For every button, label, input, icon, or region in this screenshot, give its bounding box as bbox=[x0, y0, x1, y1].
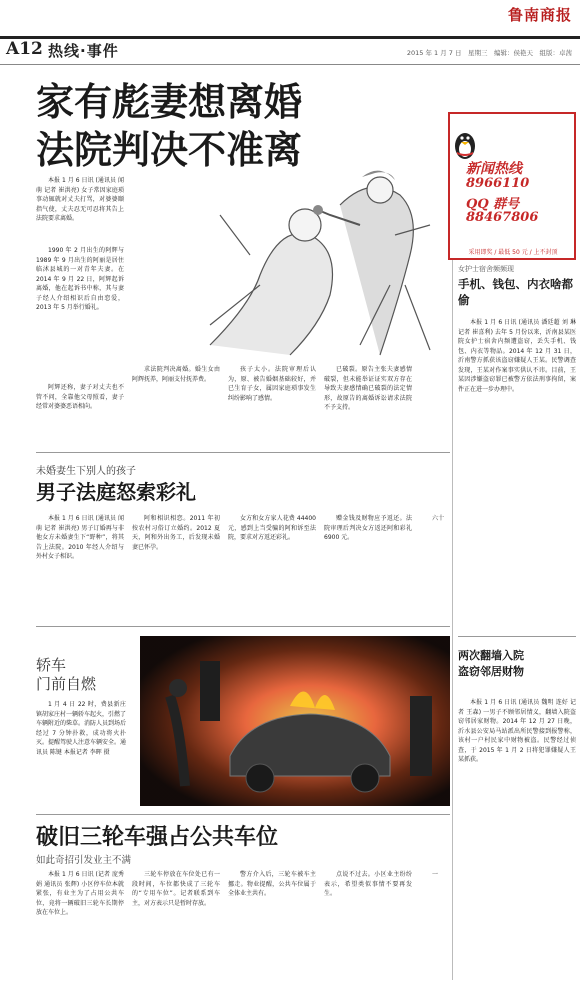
article2-title: 男子法庭怒索彩礼 bbox=[36, 480, 196, 504]
article2-paragraph: 阿和相识相恋。2011 年初按农村习俗订立婚约。2012 夏天，阿和外出务工，后发现未婚妻已怀孕。 bbox=[132, 515, 220, 551]
header-rule-thick bbox=[0, 36, 580, 39]
sidebar-divider-rule bbox=[458, 636, 576, 637]
article1-paragraph: 孩子太小。法院审理后认为，原、被告婚姻基础较好，并已生育子女，属因家庭琐事发生纠纷影响了感情。 bbox=[228, 366, 316, 402]
article2-paragraph: 赠金钱及财物应予返还。法院审理后判决女方返还阿和彩礼 6900 元。 bbox=[324, 515, 412, 541]
article1-paragraph: 阿辉还称，妻子对丈夫也不管不问，全靠他父母照看，妻子经常对婆婆恶语相向。 bbox=[36, 384, 124, 410]
sidebar2-paragraph: 本报 1 月 6 日讯 (通讯员 魏明 连好 记者 王森) 一男子不顾邻居情义，翻墙入院盗窃邻居家财物。2014 年 12 月 27 日晚，沂水县公安局马站派出所民警接到报警称，该村一户村民家中财物被盗。民警经过侦查，于 2015 年 1 月 2 日将犯罪嫌疑人王某抓获。 bbox=[458, 699, 576, 763]
article1-col5 bbox=[228, 365, 316, 437]
qq-group-number: 88467806 bbox=[466, 210, 539, 225]
headline-line-2: 法院判决不准离 bbox=[36, 127, 303, 172]
sidebar1-title: 手机、钱包、内衣啥都偷 bbox=[458, 277, 573, 307]
sidebar1-kicker: 女护士宿舍频频现 bbox=[458, 265, 514, 273]
article4-paragraph: 点说不过去。小区业主纷纷表示，希望类似事情不要再发生。 bbox=[324, 871, 412, 897]
car-fire-photo bbox=[140, 636, 450, 806]
sidebar2-title bbox=[458, 648, 576, 680]
article4-paragraph: 三轮车停放在车位处已有一段时间，车位都快成了三轮车的“专用车位”。记者联系到车主，对方表示只是暂时存放。 bbox=[132, 871, 220, 907]
hotline-note: 采用即奖 / 最低 50 元 / 上不封顶 bbox=[468, 249, 558, 256]
article2-paragraph: 本报 1 月 6 日讯 (通讯员 闻 萌 记者 崔洪亮) 男子订婚再与非他女方未婚妻生下“野种”，将其告上法院。2010 年经人介绍与外村女子相识。 bbox=[36, 515, 124, 560]
date-line: 2015 年 1 月 7 日 星期三 编辑：侯艳天 组版：卓茜 bbox=[406, 49, 572, 57]
divider-rule bbox=[36, 452, 450, 453]
article3-title-line-1: 轿车 bbox=[36, 656, 67, 674]
article1-col2 bbox=[36, 246, 124, 384]
article1-paragraph: 1990 年 2 月出生的阿辉与 1989 年 9 月出生的阿丽是居住临沭县城的一对青年夫妻。在 2014 年 9 月 22 日，阿辉起诉离婚，他在起诉书中称，其与妻子经人介绍相识后自由恋爱，2013 年 5 月举行婚礼。 bbox=[36, 247, 124, 311]
article4-title: 破旧三轮车强占公共车位 bbox=[36, 824, 279, 850]
article4-col3 bbox=[228, 870, 316, 980]
article2-col5 bbox=[420, 514, 450, 606]
article4-subtitle: 如此奇招引发业主不满 bbox=[36, 855, 132, 866]
article1-paragraph: 求法院判决离婚。婚生女由阿辉抚养，阿丽支付抚养费。 bbox=[132, 366, 220, 383]
sidebar1-body bbox=[458, 318, 576, 616]
section-name: 热线·事件 bbox=[48, 42, 119, 60]
article3-body bbox=[36, 700, 126, 808]
article2-col4 bbox=[324, 514, 412, 606]
article2-kicker: 未婚妻生下别人的孩子 bbox=[36, 466, 136, 477]
sidebar2-title-line-1: 两次翻墙入院 bbox=[458, 649, 524, 662]
sidebar-divider bbox=[452, 260, 453, 980]
sidebar1-paragraph: 本报 1 月 6 日讯 (通讯员 潘廷超 刘 琳 记者 崔喜利) 去年 5 月份以来，沂南县某医院女护士宿舍内频遭盗窃，丢失手机、钱包、内衣等物品。2014 年 12 月 31 日，沂南警方抓获该盗窃嫌疑人王某。民警调查发现，王某对作案事实供认不讳。目前，王某因涉嫌盗窃罪已被警方依法刑事拘留，案件正在进一步办理中。 bbox=[458, 319, 576, 393]
article4-col1 bbox=[36, 870, 124, 980]
hotline-title: 新闻热线 bbox=[466, 161, 522, 177]
article1-col4 bbox=[132, 365, 220, 437]
newspaper-logo: 鲁南商报 bbox=[507, 6, 572, 24]
article3-paragraph: 1 月 4 日 22 时，费县新庄镇胡家庄村一辆轿车起火，引燃了车辆附近的柴草。消防人员到场后经过 7 分钟扑救，成功将火扑灭。提醒驾驶人注意车辆安全。通讯员 陈键 本报记者 李晖 摄 bbox=[36, 701, 126, 756]
article2-paragraph: 六十 bbox=[432, 515, 445, 522]
article4-col4 bbox=[324, 870, 412, 980]
divider-rule bbox=[36, 814, 450, 815]
article2-paragraph: 女方和女方家人花费 44400 元，感到上当受骗的阿和诉至法院，要求对方返还彩礼。 bbox=[228, 515, 316, 541]
article4-col5 bbox=[420, 870, 452, 980]
article2-col1 bbox=[36, 514, 124, 606]
article1-col6 bbox=[324, 365, 412, 437]
article1-paragraph: 已破裂。原告主张夫妻感情破裂，但未能举证证实双方存在导致夫妻感情确已破裂的法定情形，故原告的离婚诉讼请求法院不予支持。 bbox=[324, 366, 412, 411]
divider-rule bbox=[36, 626, 450, 627]
couple-fight-illustration bbox=[190, 155, 450, 365]
qq-group-title: QQ 群号 bbox=[466, 197, 520, 212]
article4-col2 bbox=[132, 870, 220, 980]
headline-line-1: 家有彪妻想离婚 bbox=[36, 79, 303, 124]
header-rule-thin bbox=[0, 64, 580, 65]
qq-penguin-icon bbox=[452, 128, 478, 160]
article1-paragraph: 本报 1 月 6 日讯 (通讯员 闻 萌 记者 崔洪亮) 女子常因家庭琐事动辄就对丈夫打骂，对婆婆颐指气使，丈夫忍无可忍将其告上法院要求离婚。 bbox=[36, 177, 124, 222]
hotline-number: 8966110 bbox=[466, 176, 530, 191]
article4-paragraph: 一 bbox=[432, 871, 439, 878]
sidebar2-body bbox=[458, 698, 576, 980]
article4-paragraph: 警方介入后，三轮车被车主挪走。物业提醒，公共车位属于全体业主共有。 bbox=[228, 871, 316, 897]
sidebar2-title-line-2: 盗窃邻居财物 bbox=[458, 665, 524, 678]
article2-col2 bbox=[132, 514, 220, 606]
article1-col3 bbox=[36, 383, 124, 445]
article4-paragraph: 本报 1 月 6 日讯 (记者 庞秀娟 通讯员 张辉) 小区停车位本就紧张，有业主为了占用公共车位，竟将一辆破旧三轮车长期停放在车位上。 bbox=[36, 871, 124, 916]
page-number: A12 bbox=[6, 39, 43, 59]
article2-col3 bbox=[228, 514, 316, 606]
article3-title bbox=[36, 656, 96, 694]
article3-title-line-2: 门前自燃 bbox=[36, 675, 97, 693]
